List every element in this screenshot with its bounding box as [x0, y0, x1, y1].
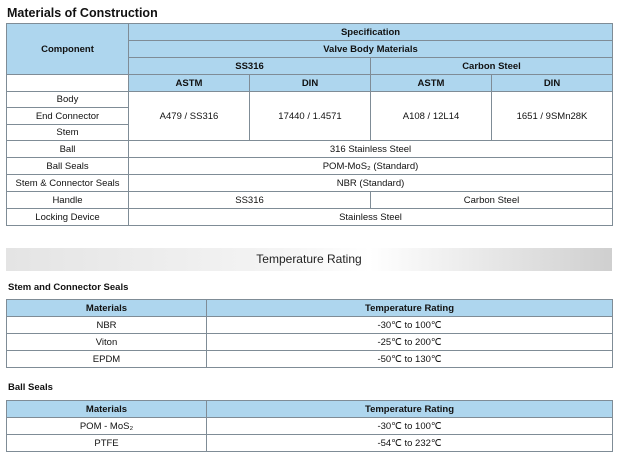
- component-blank-cell: [7, 75, 129, 92]
- body-ss-din-value: 17440 / 1.4571: [250, 92, 371, 141]
- ball-material-ptfe: PTFE: [7, 435, 207, 452]
- ball-col-rating: Temperature Rating: [207, 401, 613, 418]
- ball-col-materials: Materials: [7, 401, 207, 418]
- ball-seals-title: Ball Seals: [8, 382, 53, 393]
- row-label-ball-seals: Ball Seals: [7, 158, 129, 175]
- materials-title: Materials of Construction: [7, 6, 158, 20]
- handle-cs-value: Carbon Steel: [371, 192, 613, 209]
- row-label-locking-device: Locking Device: [7, 209, 129, 226]
- body-ss-astm-value: A479 / SS316: [129, 92, 250, 141]
- locking-device-value: Stainless Steel: [129, 209, 613, 226]
- stem-connector-seals-title: Stem and Connector Seals: [8, 282, 129, 293]
- specification-header: Specification: [129, 24, 613, 41]
- ball-seals-temperature-table: [6, 400, 613, 452]
- stem-material-epdm: EPDM: [7, 351, 207, 368]
- ball-rating-pom: -30℃ to 100℃: [207, 418, 613, 435]
- stem-material-viton: Viton: [7, 334, 207, 351]
- materials-table: [6, 23, 613, 226]
- stem-rating-nbr: -30℃ to 100℃: [207, 317, 613, 334]
- ball-material-pom: POM - MoS₂: [7, 418, 207, 435]
- stem-col-rating: Temperature Rating: [207, 300, 613, 317]
- row-label-handle: Handle: [7, 192, 129, 209]
- handle-ss-value: SS316: [129, 192, 371, 209]
- cs-astm-header: ASTM: [371, 75, 492, 92]
- stem-col-materials: Materials: [7, 300, 207, 317]
- cs-din-header: DIN: [492, 75, 613, 92]
- body-cs-din-value: 1651 / 9SMn28K: [492, 92, 613, 141]
- body-cs-astm-value: A108 / 12L14: [371, 92, 492, 141]
- carbon-steel-header: Carbon Steel: [371, 58, 613, 75]
- stem-rating-viton: -25℃ to 200℃: [207, 334, 613, 351]
- stem-seals-temperature-table: [6, 299, 613, 368]
- ss-din-header: DIN: [250, 75, 371, 92]
- ball-seals-value: POM-MoS₂ (Standard): [129, 158, 613, 175]
- temperature-rating-banner: Temperature Rating: [6, 248, 612, 271]
- valve-body-materials-header: Valve Body Materials: [129, 41, 613, 58]
- stem-material-nbr: NBR: [7, 317, 207, 334]
- ss316-header: SS316: [129, 58, 371, 75]
- row-label-stem: Stem: [7, 125, 129, 141]
- ball-rating-ptfe: -54℃ to 232℃: [207, 435, 613, 452]
- stem-rating-epdm: -50℃ to 130℃: [207, 351, 613, 368]
- ball-value: 316 Stainless Steel: [129, 141, 613, 158]
- row-label-body: Body: [7, 92, 129, 108]
- row-label-stem-connector-seals: Stem & Connector Seals: [7, 175, 129, 192]
- row-label-end-connector: End Connector: [7, 108, 129, 125]
- stem-connector-seals-value: NBR (Standard): [129, 175, 613, 192]
- row-label-ball: Ball: [7, 141, 129, 158]
- component-header: Component: [7, 24, 129, 75]
- ss-astm-header: ASTM: [129, 75, 250, 92]
